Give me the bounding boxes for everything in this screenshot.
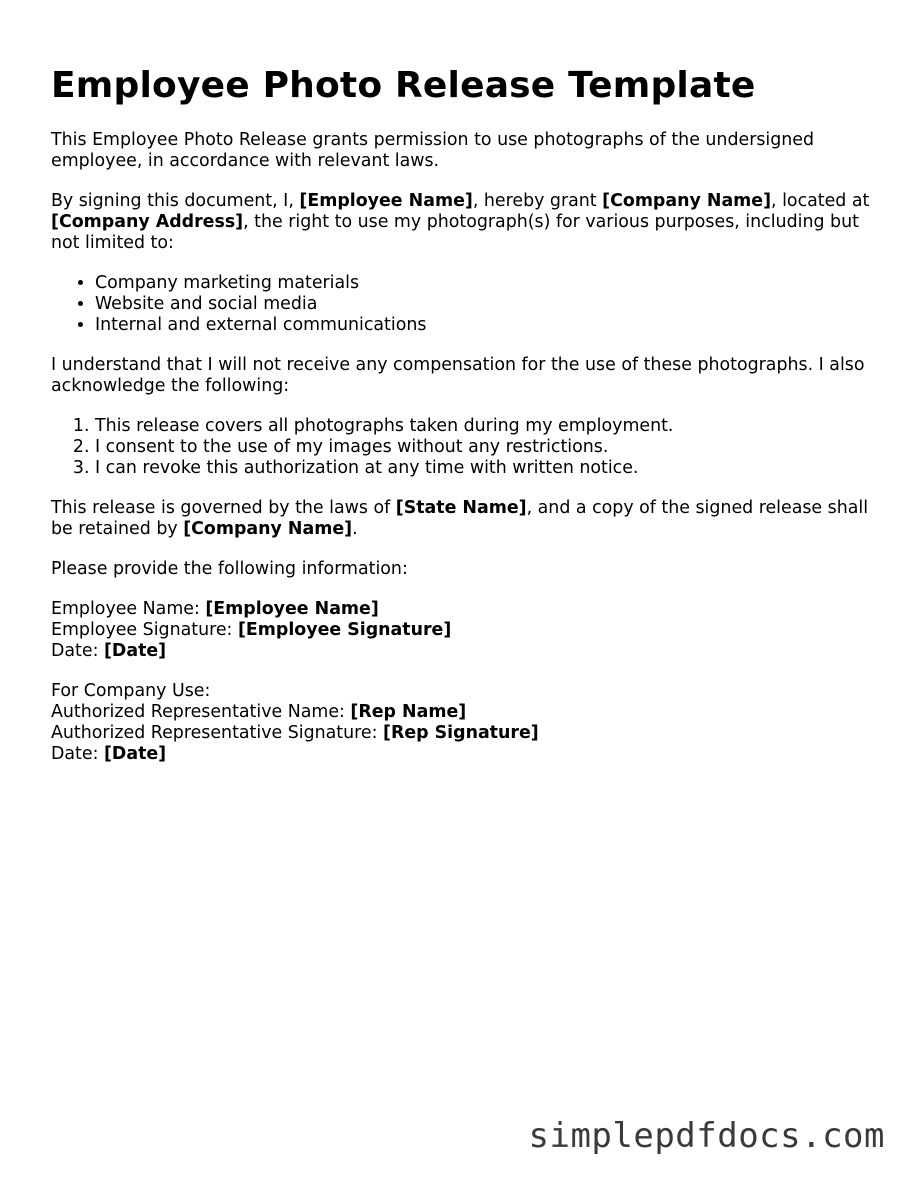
company-use-fields <box>51 681 871 765</box>
employee-name-placeholder: [Employee Name] <box>299 191 473 211</box>
compensation-paragraph: I understand that I will not receive any compensation for the use of these photographs. I also acknowledge the following: <box>51 355 865 396</box>
state-name-placeholder: [State Name] <box>395 498 527 518</box>
field-label: Date: <box>51 744 104 764</box>
field-value: [Employee Signature] <box>237 620 452 640</box>
employee-signature-field <box>51 620 871 641</box>
rep-date-field <box>51 744 871 765</box>
list-item: • Website and social media <box>95 294 871 315</box>
grant-paragraph <box>51 191 871 254</box>
rep-name-field <box>51 702 871 723</box>
intro-paragraph: This Employee Photo Release grants permission to use photographs of the undersigned employee, in accordance with relevant laws. <box>51 130 815 171</box>
grant-text-2: , hereby grant <box>472 191 603 211</box>
company-use-heading: For Company Use: <box>51 681 211 701</box>
field-value: [Rep Signature] <box>383 723 539 743</box>
rep-signature-field <box>51 723 871 744</box>
governing-text-3: . <box>352 519 358 539</box>
provide-info-paragraph: Please provide the following information: <box>51 559 408 579</box>
document-title: Employee Photo Release Template <box>51 65 756 106</box>
employee-fields <box>51 599 871 662</box>
field-value: [Employee Name] <box>205 599 379 619</box>
field-value: [Date] <box>103 641 167 661</box>
governing-paragraph <box>51 498 871 540</box>
acknowledgements-list <box>51 416 871 479</box>
list-item: • Company marketing materials <box>95 273 871 294</box>
grant-text-3: , located at <box>771 191 870 211</box>
list-item: 3. I can revoke this authorization at any time with written notice. <box>95 458 871 479</box>
list-item: • Internal and external communications <box>95 315 871 336</box>
field-value: [Date] <box>103 744 167 764</box>
document-page <box>51 64 871 784</box>
field-label: Employee Name: <box>51 599 206 619</box>
watermark: simplepdfdocs.com <box>528 1116 885 1156</box>
list-item: 2. I consent to the use of my images without any restrictions. <box>95 437 871 458</box>
field-label: Authorized Representative Signature: <box>51 723 383 743</box>
purposes-list <box>51 273 871 336</box>
field-label: Employee Signature: <box>51 620 238 640</box>
grant-text-1: By signing this document, I, <box>51 191 300 211</box>
employee-name-field <box>51 599 871 620</box>
field-label: Authorized Representative Name: <box>51 702 351 722</box>
field-value: [Rep Name] <box>350 702 467 722</box>
company-name-placeholder: [Company Name] <box>183 519 353 539</box>
list-item: 1. This release covers all photographs taken during my employment. <box>95 416 871 437</box>
governing-text-2: , and a copy of the signed release shall be retained by <box>51 498 869 539</box>
field-label: Date: <box>51 641 104 661</box>
grant-text-4: , the right to use my photograph(s) for various purposes, including but not limited to: <box>51 212 859 253</box>
company-address-placeholder: [Company Address] <box>51 212 244 232</box>
governing-text-1: This release is governed by the laws of <box>51 498 396 518</box>
company-name-placeholder: [Company Name] <box>602 191 772 211</box>
employee-date-field <box>51 641 871 662</box>
